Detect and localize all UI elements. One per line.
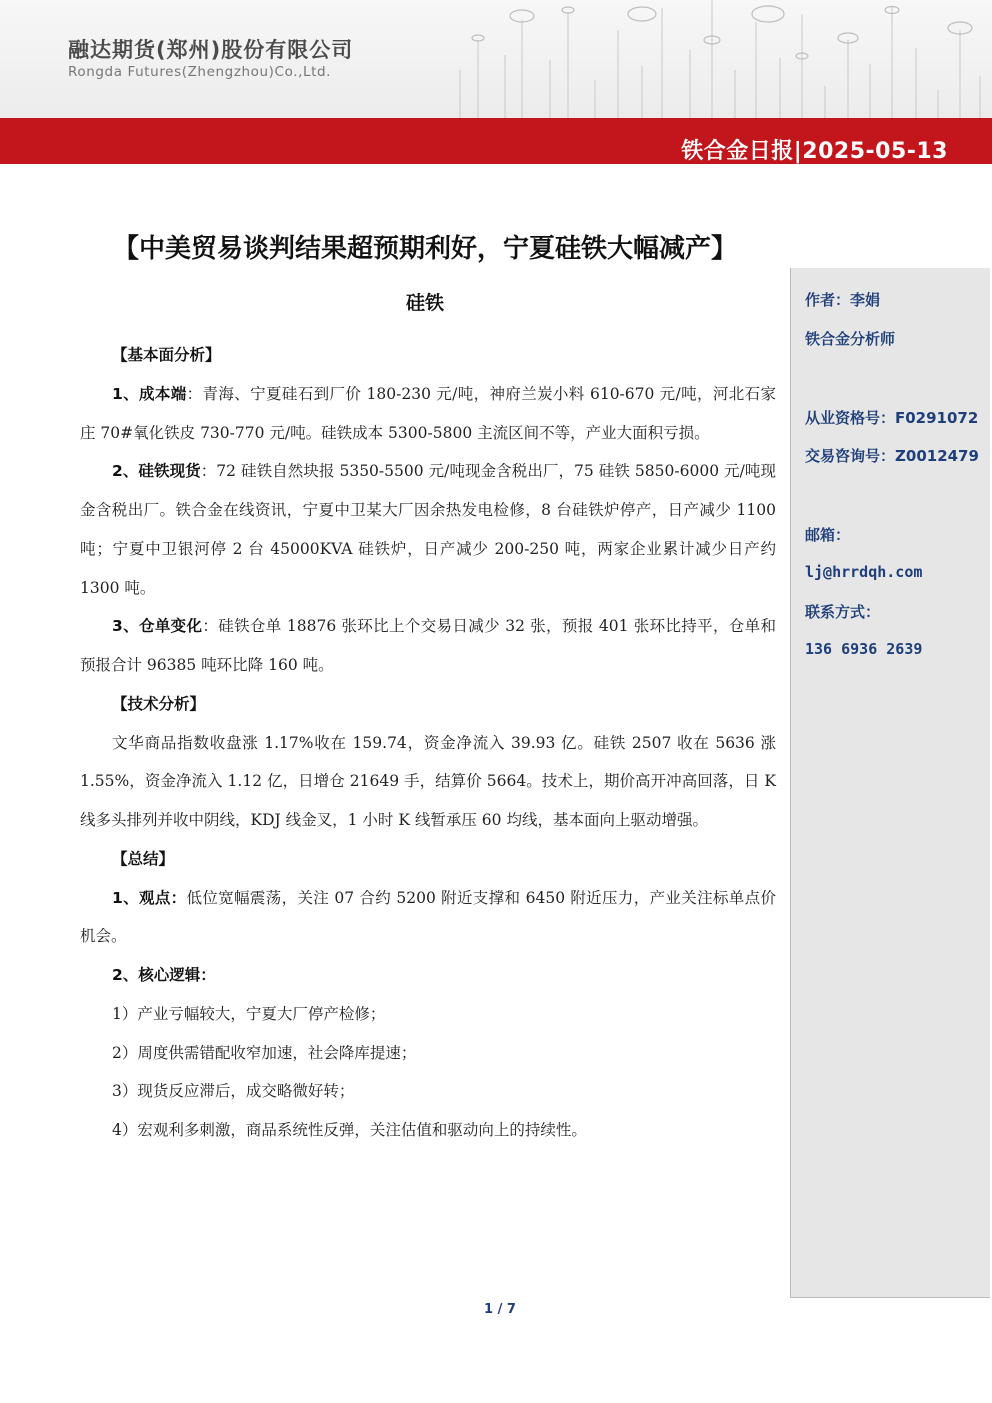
text-spot: ：72 硅铁自然块报 5350-5500 元/吨现金含税出厂，75 硅铁 5850-6000 元/吨现金含税出厂。铁合金在线资讯，宁夏中卫某大厂因余热发电检修，8 台硅铁炉停产，日产减少 1100 吨；宁夏中卫银河停 2 台 45000KVA 硅铁炉，日产减少 200-250 吨，两家企业累计减少日产约 1300 吨。 [80,462,776,597]
decorative-bubbles-graphic [430,0,992,118]
paragraph-view [80,879,776,957]
lead-warehouse: 3、仓单变化 [112,617,203,636]
author-sidebar [790,268,990,1298]
paragraph-cost [80,375,776,453]
list-item: 3）现货反应滞后，成交略微好转； [112,1082,355,1101]
page-number: 1 / 7 [484,1302,516,1317]
list-item: 1）产业亏幅较大，宁夏大厂停产检修； [112,1004,386,1023]
company-name-cn: 融达期货(郑州)股份有限公司 [68,38,354,62]
section-heading-summary: 【总结】 [112,849,175,868]
section-heading-fundamental: 【基本面分析】 [112,346,221,364]
paragraph-warehouse [80,607,776,685]
company-name-en: Rongda Futures(Zhengzhou)Co.,Ltd. [68,64,332,80]
text-warehouse: ：硅铁仓单 18876 张环比上个交易日减少 32 张，预报 401 张环比持平，仓单和预报合计 96385 吨环比降 160 吨。 [80,617,776,674]
email-link[interactable]: lj@hrrdqh.com [805,563,923,581]
text-cost: ：青海、宁夏硅石到厂价 180-230 元/吨，神府兰炭小料 610-670 元/吨，河北石家庄 70#氧化铁皮 730-770 元/吨。硅铁成本 5300-5800 主流区间不等，产业大面积亏损。 [80,384,777,442]
text-view: 低位宽幅震荡，关注 07 合约 5200 附近支撑和 6450 附近压力，产业关注标单点价机会。 [80,888,776,946]
page-header [0,0,992,118]
list-item: 4）宏观利多刺激，商品系统性反弹，关注估值和驱动向上的持续性。 [112,1121,587,1139]
author-name: 作者：李娟 [805,291,881,309]
lead-logic: 2、核心逻辑： [112,966,216,984]
lead-view: 1、观点： [112,888,187,907]
list-item: 2）周度供需错配收窄加速，社会降库提速； [112,1043,417,1062]
qualification-number: 从业资格号：F0291072 [805,409,979,427]
contact-label: 联系方式： [805,603,881,621]
lead-cost: 1、成本端 [112,384,187,403]
email-label: 邮箱： [805,526,851,544]
article-body [80,336,776,1150]
report-title: 铁合金日报|2025-05-13 [681,139,948,164]
author-role: 铁合金分析师 [805,330,896,348]
article-subtitle: 硅铁 [405,292,444,314]
lead-spot: 2、硅铁现货 [112,462,201,481]
article-title: 【中美贸易谈判结果超预期利好，宁夏硅铁大幅减产】 [112,234,737,264]
paragraph-spot [80,452,776,607]
section-heading-technical: 【技术分析】 [112,694,206,713]
phone-number: 136 6936 2639 [805,640,923,658]
consult-number: 交易咨询号：Z0012479 [805,447,979,465]
paragraph-technical: 文华商品指数收盘涨 1.17%收在 159.74，资金净流入 39.93 亿。硅铁 2507 收在 5636 涨 1.55%，资金净流入 1.12 亿，日增仓 21649 手，结算价 5664。技术上，期价高开冲高回落，日 K 线多头排列并收中阴线，KDJ 线金叉，1 小时 K 线暂承压 60 均线，基本面向上驱动增强。 [80,733,776,829]
